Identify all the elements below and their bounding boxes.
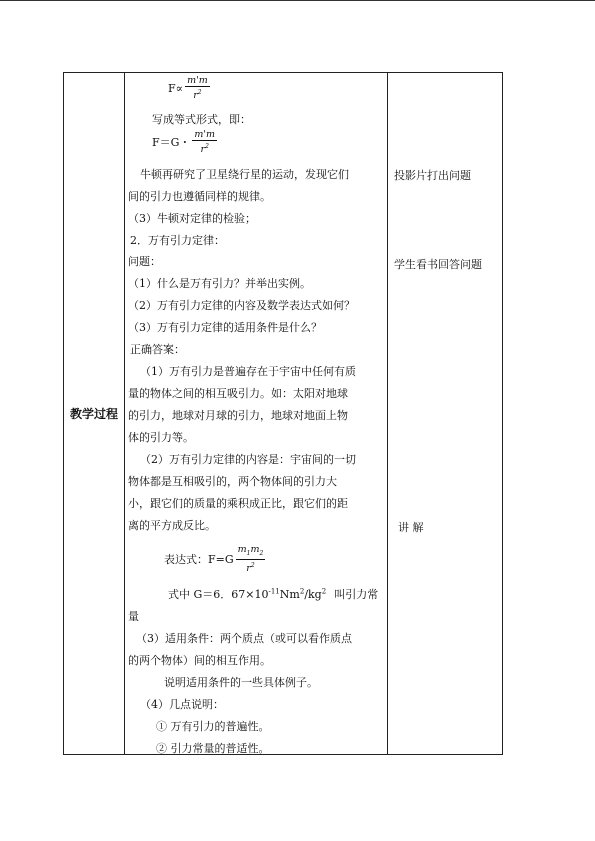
text-line: 2．万有引力定律： xyxy=(130,234,225,247)
text-line: 的引力，地球对月球的引力，地球对地面上物 xyxy=(128,409,348,422)
text-line: 说明适用条件的一些具体例子。 xyxy=(164,676,318,689)
text-line: 量 xyxy=(128,610,139,623)
text-line: 量的物体之间的相互吸引力。如：太阳对地球 xyxy=(128,387,348,400)
activity-note: 学生看书回答问题 xyxy=(394,258,482,271)
text-line: （1）万有引力是普遍存在于宇宙中任何有质 xyxy=(140,365,356,378)
text-line: （3）牛顿对定律的检验； xyxy=(128,212,256,225)
text-line: 小，跟它们的质量的乘积成正比，跟它们的距 xyxy=(128,497,348,510)
column-divider xyxy=(124,73,125,754)
text-line-gravitational-constant: 式中 G＝6．$67\times 10^{-11}Nm^2/kg^2$ 叫引力常 xyxy=(168,587,379,601)
formula-expression: 表达式：F=G $\frac{m_1m_2}{r^2}$ xyxy=(164,544,264,575)
text-line: 写成等式形式，即： xyxy=(152,113,251,126)
formula-equation: F＝G・ $\frac{m'm}{r^2}$ xyxy=(152,129,216,156)
text-line: （2）万有引力定律的内容及数学表达式如何？ xyxy=(128,299,355,312)
text-line: 问题： xyxy=(128,255,161,268)
text-line: 间的引力也遵循同样的规律。 xyxy=(128,190,271,203)
activity-note: 投影片打出问题 xyxy=(394,169,471,182)
lesson-table xyxy=(63,72,503,755)
column-divider xyxy=(387,73,388,754)
text-line: ① 万有引力的普遍性。 xyxy=(156,720,270,733)
section-label-cell xyxy=(64,73,124,754)
text-line: （1）什么是万有引力？并举出实例。 xyxy=(128,277,311,290)
text-line: 牛顿再研究了卫星绕行星的运动，发现它们 xyxy=(140,168,349,181)
text-line: ② 引力常量的普适性。 xyxy=(156,742,270,755)
text-line: 体的引力等。 xyxy=(128,431,194,444)
text-line: （3）适用条件：两个质点（或可以看作质点 xyxy=(136,632,352,645)
text-line: （4）几点说明： xyxy=(140,698,224,711)
text-line: 物体都是互相吸引的，两个物体间的引力大 xyxy=(128,475,337,488)
activity-note: 讲 解 xyxy=(398,521,424,534)
text-line: 离的平方成反比。 xyxy=(128,519,216,532)
text-line: 的两个物体）间的相互作用。 xyxy=(128,654,271,667)
top-rule xyxy=(0,0,595,1)
text-line: （2）万有引力定律的内容是：宇宙间的一切 xyxy=(140,453,356,466)
text-line: （3）万有引力定律的适用条件是什么？ xyxy=(128,321,322,334)
text-line: 正确答案： xyxy=(130,343,185,356)
formula-proportional: F∝ $\frac{m'm}{r^2}$ xyxy=(168,75,208,102)
section-label: 教学过程 xyxy=(69,407,118,421)
